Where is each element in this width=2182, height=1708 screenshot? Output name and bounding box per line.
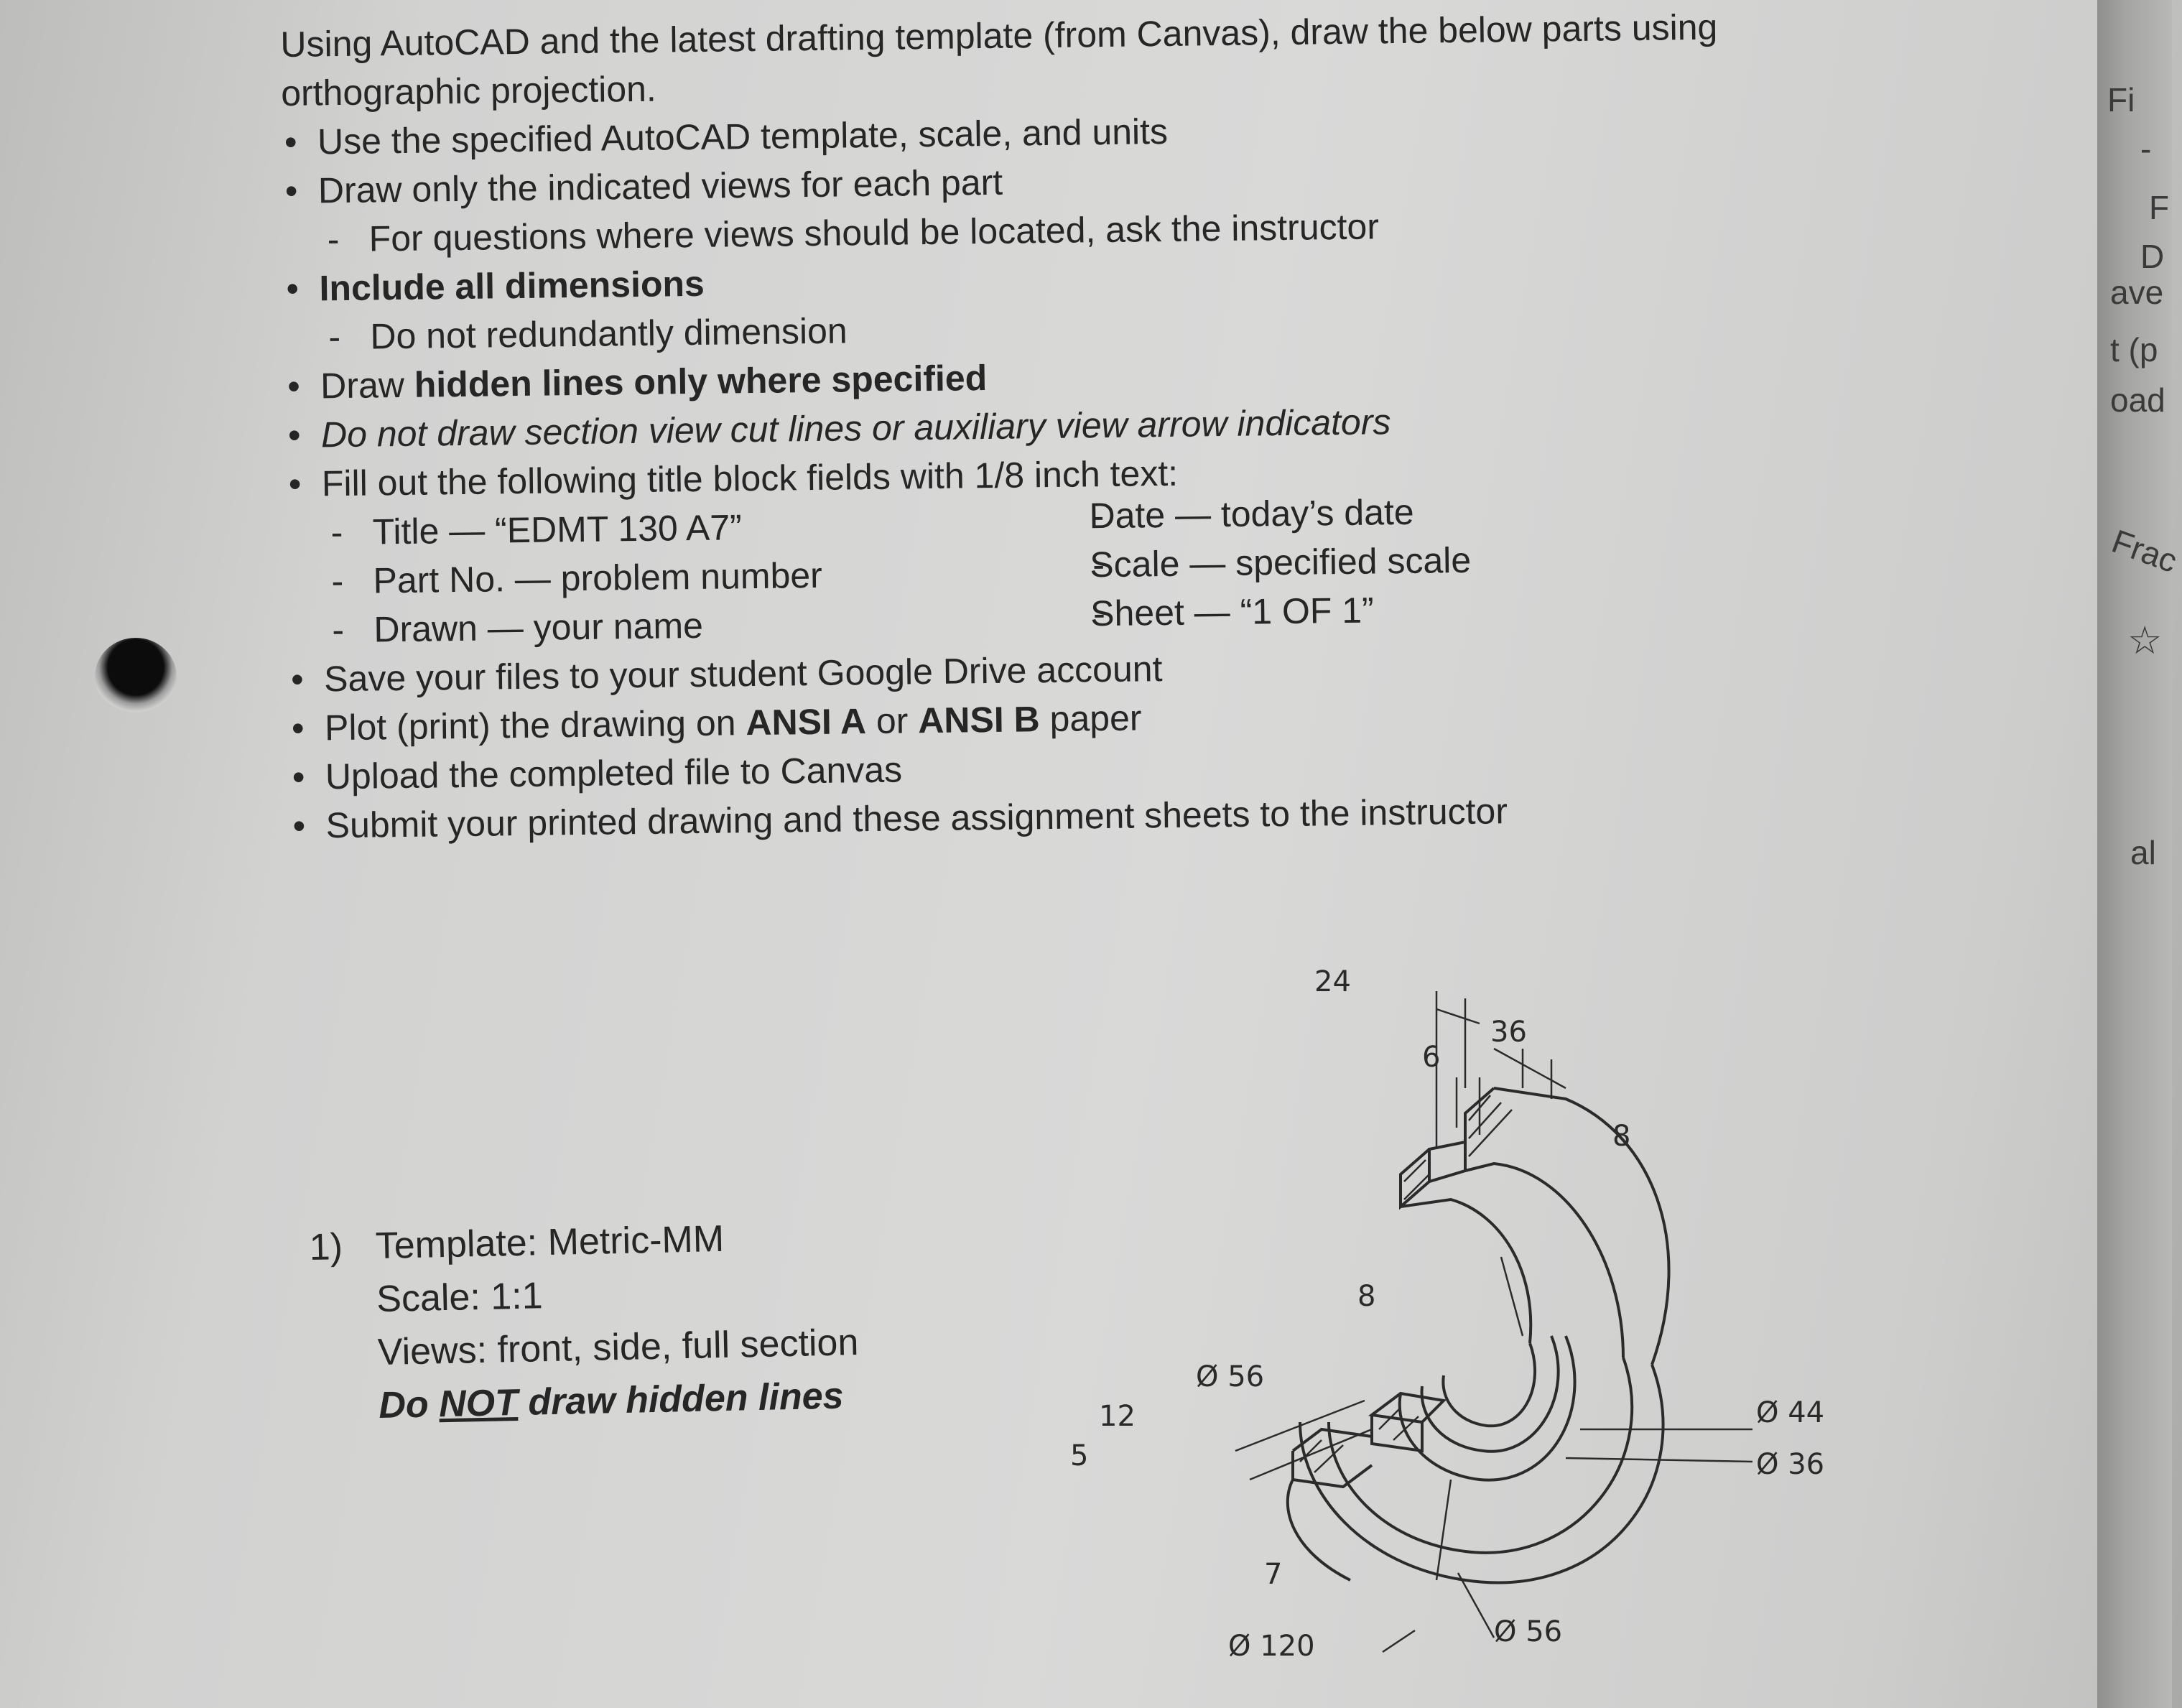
text: Do xyxy=(378,1383,440,1427)
punch-hole xyxy=(95,638,177,715)
dim-5: 5 xyxy=(1070,1439,1089,1472)
adjacent-page-edge xyxy=(2097,0,2182,1708)
dim-8-top: 8 xyxy=(1612,1120,1631,1153)
dim-dia-56-flange: Ø 56 xyxy=(1196,1360,1265,1393)
edge-text: F xyxy=(2149,189,2170,226)
sub-dimensions: - Do not redundantly dimension xyxy=(284,294,1807,362)
field-part-no: - Part No. — problem number xyxy=(287,548,1049,606)
dim-36: 36 xyxy=(1490,1016,1527,1049)
dim-8-mid: 8 xyxy=(1357,1280,1376,1313)
field-date: - Date — today’s date xyxy=(1047,483,1809,541)
edge-text: ave xyxy=(2110,274,2164,311)
edge-text: al xyxy=(2130,834,2156,871)
bullet-title-block: • Fill out the following title block fields with 1/8 inch text: xyxy=(285,441,1809,509)
dim-7: 7 xyxy=(1264,1558,1283,1591)
text: paper xyxy=(1039,697,1142,740)
text: or xyxy=(865,700,919,742)
problem-body xyxy=(375,1210,860,1432)
edge-text: t (p xyxy=(2110,331,2158,368)
dim-dia-36: Ø 36 xyxy=(1756,1448,1825,1481)
italic-text: Do not draw section view cut lines or auxiliary view arrow indicators xyxy=(320,402,1391,455)
fields-left xyxy=(286,499,1049,655)
intro-line-2: orthographic projection. xyxy=(280,68,657,113)
fields-right xyxy=(1047,483,1811,646)
problem-note xyxy=(379,1369,860,1432)
problem-scale: Scale: 1:1 xyxy=(376,1275,544,1321)
underlined-text: NOT xyxy=(438,1381,519,1426)
instructions xyxy=(280,1,1813,850)
problem-views: Views: front, side, full section xyxy=(377,1322,859,1374)
field-title: - Title — “EDMT 130 A7” xyxy=(286,499,1048,557)
bold-text: ANSI A xyxy=(746,701,867,743)
field-scale: - Scale — specified scale xyxy=(1048,532,1810,590)
edge-text: Frac xyxy=(2107,521,2182,580)
sub-views: - For questions where views should be located, ask the instructor xyxy=(282,197,1806,264)
dim-24: 24 xyxy=(1314,965,1351,998)
bullet-save: • Save your files to your student Google Drive account xyxy=(288,636,1811,704)
bold-text: ANSI B xyxy=(917,699,1041,741)
bold-text: Include all dimensions xyxy=(319,263,705,309)
isometric-section-drawing xyxy=(1063,934,1853,1688)
problem-number: 1) xyxy=(309,1226,343,1268)
intro-line-1: Using AutoCAD and the latest drafting template (from Canvas), draw the below parts using xyxy=(280,6,1718,65)
bullet-submit: • Submit your printed drawing and these assignment sheets to the instructor xyxy=(289,783,1813,850)
problem-1 xyxy=(309,1210,860,1434)
bullet-views: • Draw only the indicated views for each part xyxy=(282,148,1805,215)
edge-text: - xyxy=(2140,130,2152,167)
dim-dia-44: Ø 44 xyxy=(1756,1396,1825,1429)
text: draw hidden lines xyxy=(517,1375,845,1424)
title-block-fields xyxy=(286,490,1810,655)
text: Plot (print) the drawing on xyxy=(324,702,746,748)
bold-text: hidden lines only where specified xyxy=(414,358,988,405)
bullet-upload: • Upload the completed file to Canvas xyxy=(289,734,1812,802)
dim-dia-56-bottom: Ø 56 xyxy=(1494,1615,1563,1648)
dim-6: 6 xyxy=(1422,1041,1441,1074)
edge-text: oad xyxy=(2110,381,2165,419)
field-sheet: - Sheet — “1 OF 1” xyxy=(1049,580,1811,639)
bullet-template: • Use the specified AutoCAD template, scale, and units xyxy=(282,99,1805,167)
field-drawn: - Drawn — your name xyxy=(287,597,1049,655)
dim-dia-120: Ø 120 xyxy=(1228,1630,1315,1663)
dim-12: 12 xyxy=(1099,1400,1136,1433)
edge-text: D xyxy=(2140,238,2165,275)
star-icon: ☆ xyxy=(2127,619,2163,662)
problem-template: Template: Metric-MM xyxy=(375,1217,725,1268)
text: Draw xyxy=(320,364,415,407)
part-outline xyxy=(1288,1088,1669,1582)
edge-text: Fi xyxy=(2107,81,2135,119)
